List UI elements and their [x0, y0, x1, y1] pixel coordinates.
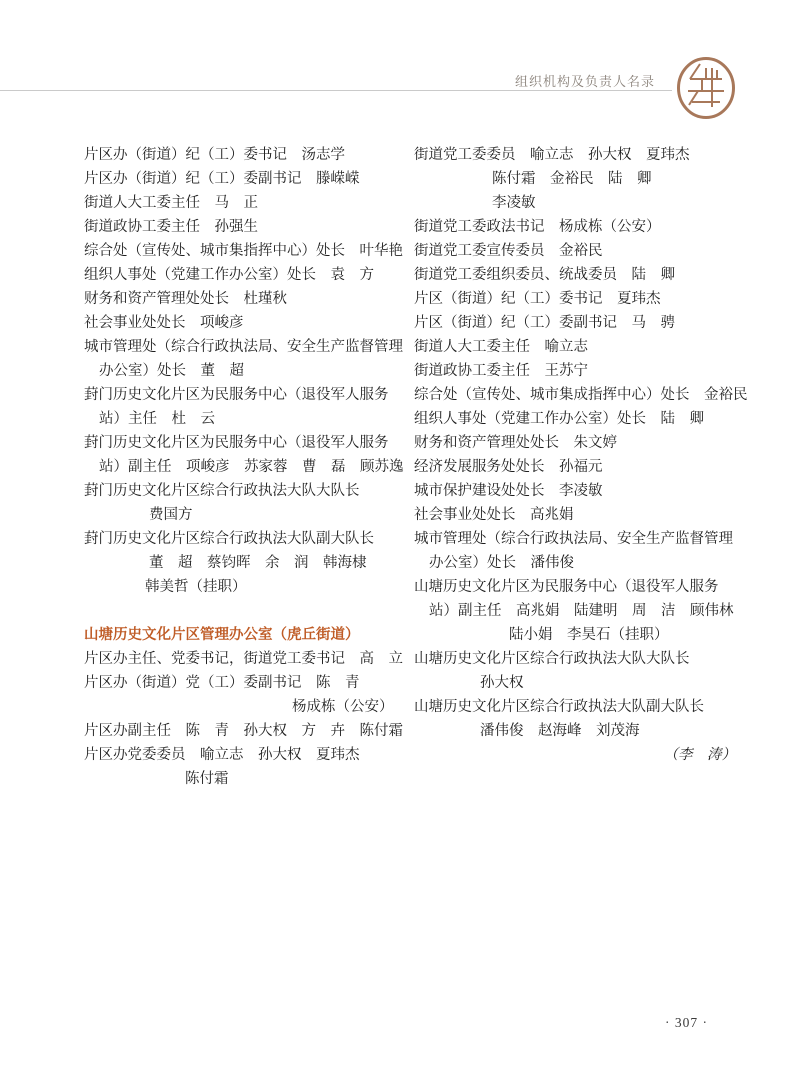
directory-line: 片区（街道）纪（工）委书记 夏玮杰: [414, 291, 661, 307]
directory-line: 社会事业处处长 高兆娟: [414, 507, 574, 523]
spacer-line: [84, 599, 402, 623]
directory-line: 街道党工委宣传委员 金裕民: [414, 243, 603, 259]
directory-line: 山塘历史文化片区综合行政执法大队副大队长: [414, 699, 704, 715]
directory-line: 街道人大工委主任 喻立志: [414, 339, 588, 355]
directory-line: 街道党工委组织委员、统战委员 陆 卿: [414, 267, 675, 283]
directory-line: 杨成栋（公安）: [292, 699, 394, 715]
directory-line: 办公室）处长 潘伟俊: [429, 555, 574, 571]
yearbook-seal-icon: [676, 56, 736, 120]
right-column: [414, 143, 748, 767]
directory-line: 葑门历史文化片区为民服务中心（退役军人服务: [84, 435, 389, 451]
directory-line: （李 涛）: [663, 747, 736, 763]
page-number: · 307 ·: [665, 1015, 708, 1030]
directory-line: 财务和资产管理处处长 朱文婷: [414, 435, 617, 451]
header-section-title: 组织机构及负责人名录: [514, 74, 655, 89]
directory-line: 陈付霜 金裕民 陆 卿: [492, 171, 652, 187]
directory-line: 片区（街道）纪（工）委副书记 马 骋: [414, 315, 675, 331]
directory-line: 韩美哲（挂职）: [145, 579, 247, 595]
directory-line: 片区办党委委员 喻立志 孙大权 夏玮杰: [84, 747, 360, 763]
directory-line: 综合处（宣传处、城市集指挥中心）处长 叶华艳: [84, 243, 403, 259]
directory-line: 陆小娟 李昊石（挂职）: [509, 627, 669, 643]
directory-line: 综合处（宣传处、城市集成指挥中心）处长 金裕民: [414, 387, 748, 403]
directory-line: 片区办（街道）纪（工）委副书记 滕嵘嵘: [84, 171, 360, 187]
directory-line: 街道党工委委员 喻立志 孙大权 夏玮杰: [414, 147, 690, 163]
directory-line: 董 超 蔡钧晖 余 润 韩海棣: [149, 555, 367, 571]
directory-line: 街道人大工委主任 马 正: [84, 195, 258, 211]
directory-line: 组织人事处（党建工作办公室）处长 袁 方: [84, 267, 374, 283]
directory-line: 站）副主任 高兆娟 陆建明 周 洁 顾伟林: [429, 603, 734, 619]
directory-line: 山塘历史文化片区综合行政执法大队大队长: [414, 651, 690, 667]
directory-line: 李凌敏: [492, 195, 536, 211]
directory-line: 站）主任 杜 云: [99, 411, 215, 427]
directory-line: 片区办（街道）党（工）委副书记 陈 青: [84, 675, 360, 691]
directory-line: 办公室）处长 董 超: [99, 363, 244, 379]
directory-line: 陈付霜: [185, 771, 229, 787]
directory-line: 经济发展服务处处长 孙福元: [414, 459, 603, 475]
directory-line: 山塘历史文化片区为民服务中心（退役军人服务: [414, 579, 719, 595]
directory-line: 城市管理处（综合行政执法局、安全生产监督管理: [84, 339, 403, 355]
directory-line: 社会事业处处长 项峻彦: [84, 315, 244, 331]
directory-line: 葑门历史文化片区综合行政执法大队副大队长: [84, 531, 374, 547]
directory-line: 街道政协工委主任 王苏宁: [414, 363, 588, 379]
directory-line: 街道党工委政法书记 杨成栋（公安）: [414, 219, 661, 235]
directory-line: 组织人事处（党建工作办公室）处长 陆 卿: [414, 411, 704, 427]
directory-line: 孙大权: [480, 675, 524, 691]
left-column: [84, 143, 402, 791]
directory-line: 费国方: [149, 507, 193, 523]
directory-line: 潘伟俊 赵海峰 刘茂海: [480, 723, 640, 739]
directory-line: 片区办（街道）纪（工）委书记 汤志学: [84, 147, 345, 163]
directory-line: 城市管理处（综合行政执法局、安全生产监督管理: [414, 531, 733, 547]
header-rule: [0, 90, 672, 91]
directory-line: 城市保护建设处处长 李凌敏: [414, 483, 603, 499]
directory-line: 街道政协工委主任 孙强生: [84, 219, 258, 235]
directory-line: 站）副主任 项峻彦 苏家蓉 曹 磊 顾苏逸: [99, 459, 404, 475]
section-heading: 山塘历史文化片区管理办公室（虎丘街道）: [84, 627, 360, 643]
directory-line: 葑门历史文化片区综合行政执法大队大队长: [84, 483, 360, 499]
directory-line: 片区办副主任 陈 青 孙大权 方 卉 陈付霜: [84, 723, 403, 739]
directory-line: 财务和资产管理处处长 杜瑾秋: [84, 291, 287, 307]
directory-line: 葑门历史文化片区为民服务中心（退役军人服务: [84, 387, 389, 403]
directory-line: 片区办主任、党委书记，街道党工委书记 高 立: [84, 651, 403, 667]
